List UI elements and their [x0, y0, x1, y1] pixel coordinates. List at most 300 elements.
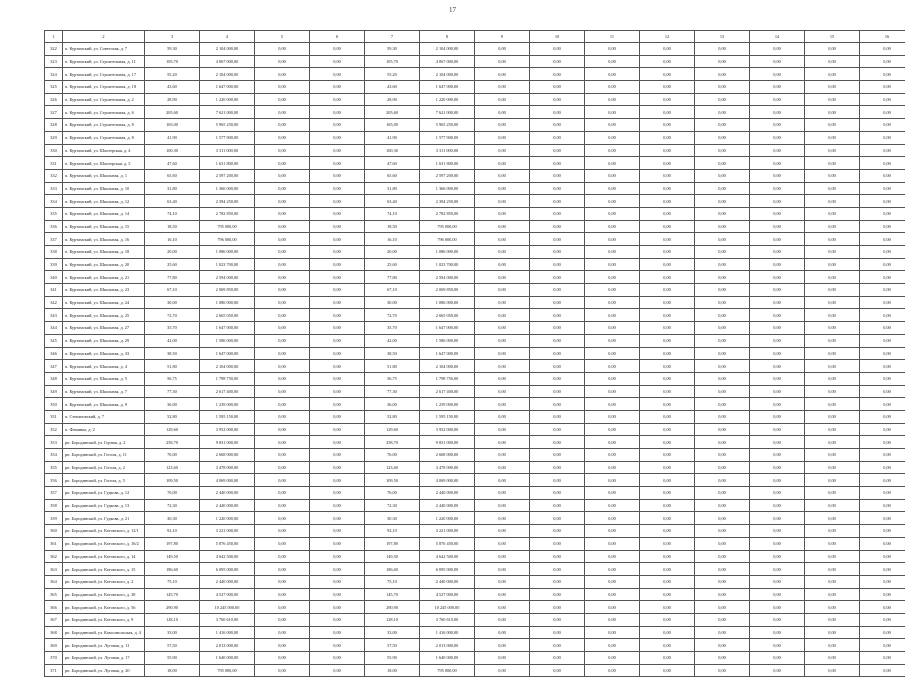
address-cell: п. Куртамский, ул. Школьная, д. 16 [63, 233, 145, 246]
value-cell: 0,00 [255, 398, 310, 411]
value-cell: 0,00 [750, 195, 805, 208]
cost-cell: 4 642 500,00 [200, 550, 255, 563]
address-cell: рп. Бородинский, ул. Котовского, д. 2 [63, 575, 145, 588]
table-row [45, 398, 905, 411]
address-cell: п. Куртамский, ул. Школьная, д. 23 [63, 284, 145, 297]
value-cell: 0,00 [805, 309, 860, 322]
value-cell: 0,00 [530, 106, 585, 119]
value-cell: 0,00 [530, 398, 585, 411]
value-cell: 0,00 [750, 499, 805, 512]
value-cell: 0,00 [860, 436, 905, 449]
cost-total-cell: 2 594 000,00 [420, 271, 475, 284]
value-cell: 0,00 [255, 157, 310, 170]
area-cell: 258,70 [145, 436, 200, 449]
value-cell: 0,00 [310, 43, 365, 56]
address-cell: п. Куртамский, ул. Школьная, д. 21 [63, 271, 145, 284]
table-row [45, 322, 905, 335]
value-cell: 0,00 [750, 144, 805, 157]
value-cell: 0,00 [640, 144, 695, 157]
value-cell: 0,00 [640, 639, 695, 652]
value-cell: 0,00 [530, 68, 585, 81]
row-number-cell: 353 [45, 436, 63, 449]
value-cell: 0,00 [255, 423, 310, 436]
value-cell: 0,00 [695, 639, 750, 652]
area-total-cell: 205,60 [365, 106, 420, 119]
value-cell: 0,00 [530, 664, 585, 677]
column-header: 8 [420, 31, 475, 43]
cost-total-cell: 5 965 250,00 [420, 119, 475, 132]
value-cell: 0,00 [750, 322, 805, 335]
value-cell: 0,00 [255, 652, 310, 665]
row-number-cell: 324 [45, 68, 63, 81]
value-cell: 0,00 [750, 309, 805, 322]
row-number-cell: 337 [45, 233, 63, 246]
value-cell: 0,00 [310, 182, 365, 195]
value-cell: 0,00 [695, 461, 750, 474]
value-cell: 0,00 [310, 639, 365, 652]
value-cell: 0,00 [255, 296, 310, 309]
value-cell: 0,00 [255, 347, 310, 360]
value-cell: 0,00 [750, 131, 805, 144]
value-cell: 0,00 [255, 55, 310, 68]
value-cell: 0,00 [255, 334, 310, 347]
row-number-cell: 335 [45, 207, 63, 220]
area-total-cell: 149,50 [365, 550, 420, 563]
value-cell: 0,00 [475, 601, 530, 614]
value-cell: 0,00 [530, 233, 585, 246]
table-row [45, 360, 905, 373]
address-cell: п. Куртамский, ул. Школьная, д. 33 [63, 347, 145, 360]
value-cell: 0,00 [310, 575, 365, 588]
value-cell: 0,00 [530, 499, 585, 512]
value-cell: 0,00 [860, 233, 905, 246]
address-cell: п. Куртамский, ул. Строительная, д. 17 [63, 68, 145, 81]
cost-cell: 2 594 000,00 [200, 271, 255, 284]
value-cell: 0,00 [585, 588, 640, 601]
address-cell: п. Куртамский, ул. Школьная, д. 7 [63, 385, 145, 398]
row-number-cell: 358 [45, 499, 63, 512]
address-cell: п. Куртамский, ул. Школьная, д. 4 [63, 360, 145, 373]
value-cell: 0,00 [805, 385, 860, 398]
value-cell: 0,00 [750, 423, 805, 436]
value-cell: 0,00 [750, 613, 805, 626]
area-total-cell: 197,80 [365, 537, 420, 550]
value-cell: 0,00 [475, 207, 530, 220]
table-row [45, 309, 905, 322]
area-cell: 92,10 [145, 525, 200, 538]
value-cell: 0,00 [255, 271, 310, 284]
cost-total-cell: 1 086 000,00 [420, 246, 475, 259]
value-cell: 0,00 [860, 55, 905, 68]
row-number-cell: 322 [45, 43, 63, 56]
column-header: 2 [63, 31, 145, 43]
value-cell: 0,00 [695, 207, 750, 220]
value-cell: 0,00 [585, 322, 640, 335]
value-cell: 0,00 [750, 436, 805, 449]
value-cell: 0,00 [750, 601, 805, 614]
value-cell: 0,00 [585, 461, 640, 474]
table-row [45, 284, 905, 297]
value-cell: 0,00 [805, 220, 860, 233]
area-total-cell: 57,50 [365, 639, 420, 652]
value-cell: 0,00 [255, 487, 310, 500]
address-cell: рп. Бородинский, ул. Луговая, д. 17 [63, 652, 145, 665]
value-cell: 0,00 [310, 347, 365, 360]
address-cell: п. Куртамский, ул. Шахтерская, д. 5 [63, 157, 145, 170]
value-cell: 0,00 [255, 81, 310, 94]
value-cell: 0,00 [860, 664, 905, 677]
area-cell: 186,60 [145, 563, 200, 576]
value-cell: 0,00 [255, 182, 310, 195]
value-cell: 0,00 [805, 474, 860, 487]
value-cell: 0,00 [255, 246, 310, 259]
value-cell: 0,00 [640, 385, 695, 398]
value-cell: 0,00 [805, 613, 860, 626]
table-row [45, 436, 905, 449]
table-row [45, 385, 905, 398]
value-cell: 0,00 [475, 449, 530, 462]
area-cell: 72,70 [145, 309, 200, 322]
cost-cell: 3 221 000,00 [200, 525, 255, 538]
cost-cell: 5 876 450,00 [200, 537, 255, 550]
value-cell: 0,00 [530, 537, 585, 550]
table-row [45, 639, 905, 652]
value-cell: 0,00 [475, 106, 530, 119]
table-row [45, 525, 905, 538]
address-cell: п. Куртамский, ул. Строительная, д. 8 [63, 131, 145, 144]
row-number-cell: 349 [45, 385, 63, 398]
value-cell: 0,00 [640, 436, 695, 449]
row-number-cell: 366 [45, 601, 63, 614]
cost-total-cell: 1 595 150,00 [420, 410, 475, 423]
value-cell: 0,00 [695, 182, 750, 195]
cost-cell: 2 440 000,00 [200, 575, 255, 588]
value-cell: 0,00 [750, 258, 805, 271]
address-cell: рп. Бородинский, ул. Гудкова, д. 13 [63, 499, 145, 512]
area-total-cell: 72,30 [365, 499, 420, 512]
value-cell: 0,00 [640, 423, 695, 436]
table-row [45, 131, 905, 144]
value-cell: 0,00 [255, 322, 310, 335]
value-cell: 0,00 [530, 525, 585, 538]
value-cell: 0,00 [750, 296, 805, 309]
area-cell: 33,00 [145, 626, 200, 639]
area-cell: 105,70 [145, 55, 200, 68]
value-cell: 0,00 [860, 550, 905, 563]
value-cell: 0,00 [255, 550, 310, 563]
column-header: 4 [200, 31, 255, 43]
cost-total-cell: 1 416 000,00 [420, 626, 475, 639]
value-cell: 0,00 [860, 207, 905, 220]
value-cell: 0,00 [695, 487, 750, 500]
value-cell: 0,00 [475, 119, 530, 132]
value-cell: 0,00 [310, 652, 365, 665]
area-total-cell: 100,30 [365, 144, 420, 157]
address-cell: рп. Бородинский, ул. Котовского, д. 16/2 [63, 537, 145, 550]
column-header: 16 [860, 31, 905, 43]
row-number-cell: 340 [45, 271, 63, 284]
value-cell: 0,00 [255, 43, 310, 56]
table-row [45, 563, 905, 576]
value-cell: 0,00 [805, 43, 860, 56]
area-total-cell: 55,90 [365, 652, 420, 665]
value-cell: 0,00 [310, 550, 365, 563]
area-total-cell: 76,00 [365, 449, 420, 462]
row-number-cell: 354 [45, 449, 63, 462]
value-cell: 0,00 [585, 410, 640, 423]
area-cell: 20,00 [145, 246, 200, 259]
address-cell: рп. Бородинский, ул. Котовского, д. 9 [63, 613, 145, 626]
value-cell: 0,00 [530, 144, 585, 157]
value-cell: 0,00 [750, 68, 805, 81]
value-cell: 0,00 [640, 207, 695, 220]
value-cell: 0,00 [860, 385, 905, 398]
cost-total-cell: 2 668 000,00 [420, 449, 475, 462]
value-cell: 0,00 [860, 461, 905, 474]
value-cell: 0,00 [530, 347, 585, 360]
value-cell: 0,00 [255, 131, 310, 144]
value-cell: 0,00 [585, 271, 640, 284]
address-cell: п. Куртамский, ул. Школьная, д. 10 [63, 182, 145, 195]
value-cell: 0,00 [640, 284, 695, 297]
value-cell: 0,00 [805, 233, 860, 246]
cost-cell: 1 086 000,00 [200, 296, 255, 309]
value-cell: 0,00 [805, 322, 860, 335]
value-cell: 0,00 [475, 347, 530, 360]
value-cell: 0,00 [860, 626, 905, 639]
value-cell: 0,00 [475, 93, 530, 106]
value-cell: 0,00 [530, 207, 585, 220]
value-cell: 0,00 [530, 449, 585, 462]
address-cell: п. Фоминка, д. 2 [63, 423, 145, 436]
table-row [45, 410, 905, 423]
cost-total-cell: 4 067 000,00 [420, 55, 475, 68]
value-cell: 0,00 [750, 575, 805, 588]
column-header: 3 [145, 31, 200, 43]
value-cell: 0,00 [860, 220, 905, 233]
value-cell: 0,00 [310, 322, 365, 335]
cost-total-cell: 1 220 000,00 [420, 512, 475, 525]
cost-total-cell: 4 642 500,00 [420, 550, 475, 563]
cost-total-cell: 1 798 750,00 [420, 372, 475, 385]
row-number-cell: 338 [45, 246, 63, 259]
area-total-cell: 30,00 [365, 296, 420, 309]
value-cell: 0,00 [310, 487, 365, 500]
value-cell: 0,00 [255, 195, 310, 208]
cost-total-cell: 3 311 000,00 [420, 144, 475, 157]
cost-total-cell: 2 597 200,00 [420, 169, 475, 182]
table-row [45, 246, 905, 259]
value-cell: 0,00 [640, 512, 695, 525]
value-cell: 0,00 [805, 93, 860, 106]
value-cell: 0,00 [860, 601, 905, 614]
table-row [45, 68, 905, 81]
value-cell: 0,00 [255, 119, 310, 132]
table-row [45, 233, 905, 246]
value-cell: 0,00 [475, 296, 530, 309]
row-number-cell: 361 [45, 537, 63, 550]
value-cell: 0,00 [750, 588, 805, 601]
value-cell: 0,00 [530, 169, 585, 182]
value-cell: 0,00 [310, 588, 365, 601]
value-cell: 0,00 [255, 372, 310, 385]
column-header: 15 [805, 31, 860, 43]
value-cell: 0,00 [750, 398, 805, 411]
row-number-cell: 333 [45, 182, 63, 195]
value-cell: 0,00 [475, 499, 530, 512]
value-cell: 0,00 [640, 271, 695, 284]
address-cell: п. Куртамский, ул. Школьная, д. 1 [63, 169, 145, 182]
value-cell: 0,00 [860, 423, 905, 436]
value-cell: 0,00 [805, 398, 860, 411]
value-cell: 0,00 [640, 169, 695, 182]
table-row [45, 81, 905, 94]
area-cell: 43,60 [145, 81, 200, 94]
value-cell: 0,00 [475, 81, 530, 94]
area-cell: 52,80 [145, 410, 200, 423]
cost-total-cell: 7 621 000,00 [420, 106, 475, 119]
value-cell: 0,00 [310, 334, 365, 347]
value-cell: 0,00 [530, 626, 585, 639]
cost-total-cell: 2 104 000,00 [420, 68, 475, 81]
area-cell: 36,00 [145, 398, 200, 411]
header-row [45, 31, 905, 43]
row-number-cell: 342 [45, 296, 63, 309]
value-cell: 0,00 [475, 664, 530, 677]
value-cell: 0,00 [805, 55, 860, 68]
value-cell: 0,00 [805, 626, 860, 639]
value-cell: 0,00 [255, 626, 310, 639]
cost-total-cell: 1 647 000,00 [420, 81, 475, 94]
value-cell: 0,00 [255, 613, 310, 626]
row-number-cell: 344 [45, 322, 63, 335]
value-cell: 0,00 [695, 246, 750, 259]
row-number-cell: 332 [45, 169, 63, 182]
cost-cell: 2 069 850,00 [200, 284, 255, 297]
value-cell: 0,00 [530, 258, 585, 271]
value-cell: 0,00 [530, 563, 585, 576]
cost-total-cell: 2 782 850,00 [420, 207, 475, 220]
area-cell: 76,00 [145, 487, 200, 500]
area-cell: 123,60 [145, 461, 200, 474]
register-table [44, 30, 905, 677]
value-cell: 0,00 [530, 613, 585, 626]
address-cell: рп. Бородинский, ул. Котовского, д. 12/1 [63, 525, 145, 538]
column-header: 7 [365, 31, 420, 43]
value-cell: 0,00 [750, 525, 805, 538]
cost-cell: 1 647 000,00 [200, 322, 255, 335]
area-total-cell: 52,80 [365, 410, 420, 423]
area-total-cell: 38,50 [365, 347, 420, 360]
value-cell: 0,00 [640, 68, 695, 81]
area-cell: 38,50 [145, 347, 200, 360]
value-cell: 0,00 [750, 385, 805, 398]
row-number-cell: 334 [45, 195, 63, 208]
value-cell: 0,00 [860, 372, 905, 385]
value-cell: 0,00 [475, 372, 530, 385]
value-cell: 0,00 [805, 652, 860, 665]
value-cell: 0,00 [695, 588, 750, 601]
value-cell: 0,00 [640, 575, 695, 588]
value-cell: 0,00 [805, 639, 860, 652]
address-cell: п. Куртамский, ул. Строительная, д. 8 [63, 119, 145, 132]
cost-cell: 4 527 000,00 [200, 588, 255, 601]
value-cell: 0,00 [860, 563, 905, 576]
value-cell: 0,00 [805, 410, 860, 423]
value-cell: 0,00 [530, 410, 585, 423]
value-cell: 0,00 [750, 652, 805, 665]
value-cell: 0,00 [310, 385, 365, 398]
area-cell: 55,90 [145, 652, 200, 665]
value-cell: 0,00 [310, 525, 365, 538]
value-cell: 0,00 [695, 613, 750, 626]
value-cell: 0,00 [750, 93, 805, 106]
value-cell: 0,00 [310, 626, 365, 639]
value-cell: 0,00 [585, 246, 640, 259]
value-cell: 0,00 [310, 372, 365, 385]
row-number-cell: 345 [45, 334, 63, 347]
value-cell: 0,00 [860, 271, 905, 284]
value-cell: 0,00 [805, 664, 860, 677]
value-cell: 0,00 [860, 525, 905, 538]
area-cell: 41,90 [145, 131, 200, 144]
column-header: 12 [640, 31, 695, 43]
value-cell: 0,00 [585, 652, 640, 665]
value-cell: 0,00 [640, 347, 695, 360]
value-cell: 0,00 [585, 55, 640, 68]
area-total-cell: 20,00 [365, 246, 420, 259]
column-header: 9 [475, 31, 530, 43]
value-cell: 0,00 [310, 119, 365, 132]
value-cell: 0,00 [860, 106, 905, 119]
value-cell: 0,00 [640, 106, 695, 119]
area-cell: 128,10 [145, 613, 200, 626]
page-number: 17 [0, 6, 905, 14]
value-cell: 0,00 [695, 512, 750, 525]
table-row [45, 207, 905, 220]
value-cell: 0,00 [750, 81, 805, 94]
cost-cell: 2 104 000,00 [200, 68, 255, 81]
value-cell: 0,00 [860, 119, 905, 132]
value-cell: 0,00 [750, 449, 805, 462]
table-row [45, 537, 905, 550]
address-cell: п. Куртамский, ул. Школьная, д. 27 [63, 322, 145, 335]
value-cell: 0,00 [640, 588, 695, 601]
value-cell: 0,00 [585, 664, 640, 677]
table-row [45, 588, 905, 601]
table-row [45, 512, 905, 525]
area-total-cell: 186,60 [365, 563, 420, 576]
value-cell: 0,00 [310, 613, 365, 626]
value-cell: 0,00 [475, 144, 530, 157]
value-cell: 0,00 [530, 436, 585, 449]
value-cell: 0,00 [695, 220, 750, 233]
value-cell: 0,00 [695, 309, 750, 322]
value-cell: 0,00 [695, 258, 750, 271]
address-cell: рп. Бородинский, ул. Котовского, д. 38 [63, 588, 145, 601]
address-cell: п. Куртамский, ул. Строительная, д. 2 [63, 93, 145, 106]
value-cell: 0,00 [860, 93, 905, 106]
value-cell: 0,00 [805, 296, 860, 309]
cost-cell: 2 617 400,00 [200, 385, 255, 398]
table-row [45, 347, 905, 360]
row-number-cell: 371 [45, 664, 63, 677]
value-cell: 0,00 [475, 55, 530, 68]
area-total-cell: 75,10 [365, 575, 420, 588]
value-cell: 0,00 [255, 601, 310, 614]
value-cell: 0,00 [310, 436, 365, 449]
value-cell: 0,00 [695, 144, 750, 157]
